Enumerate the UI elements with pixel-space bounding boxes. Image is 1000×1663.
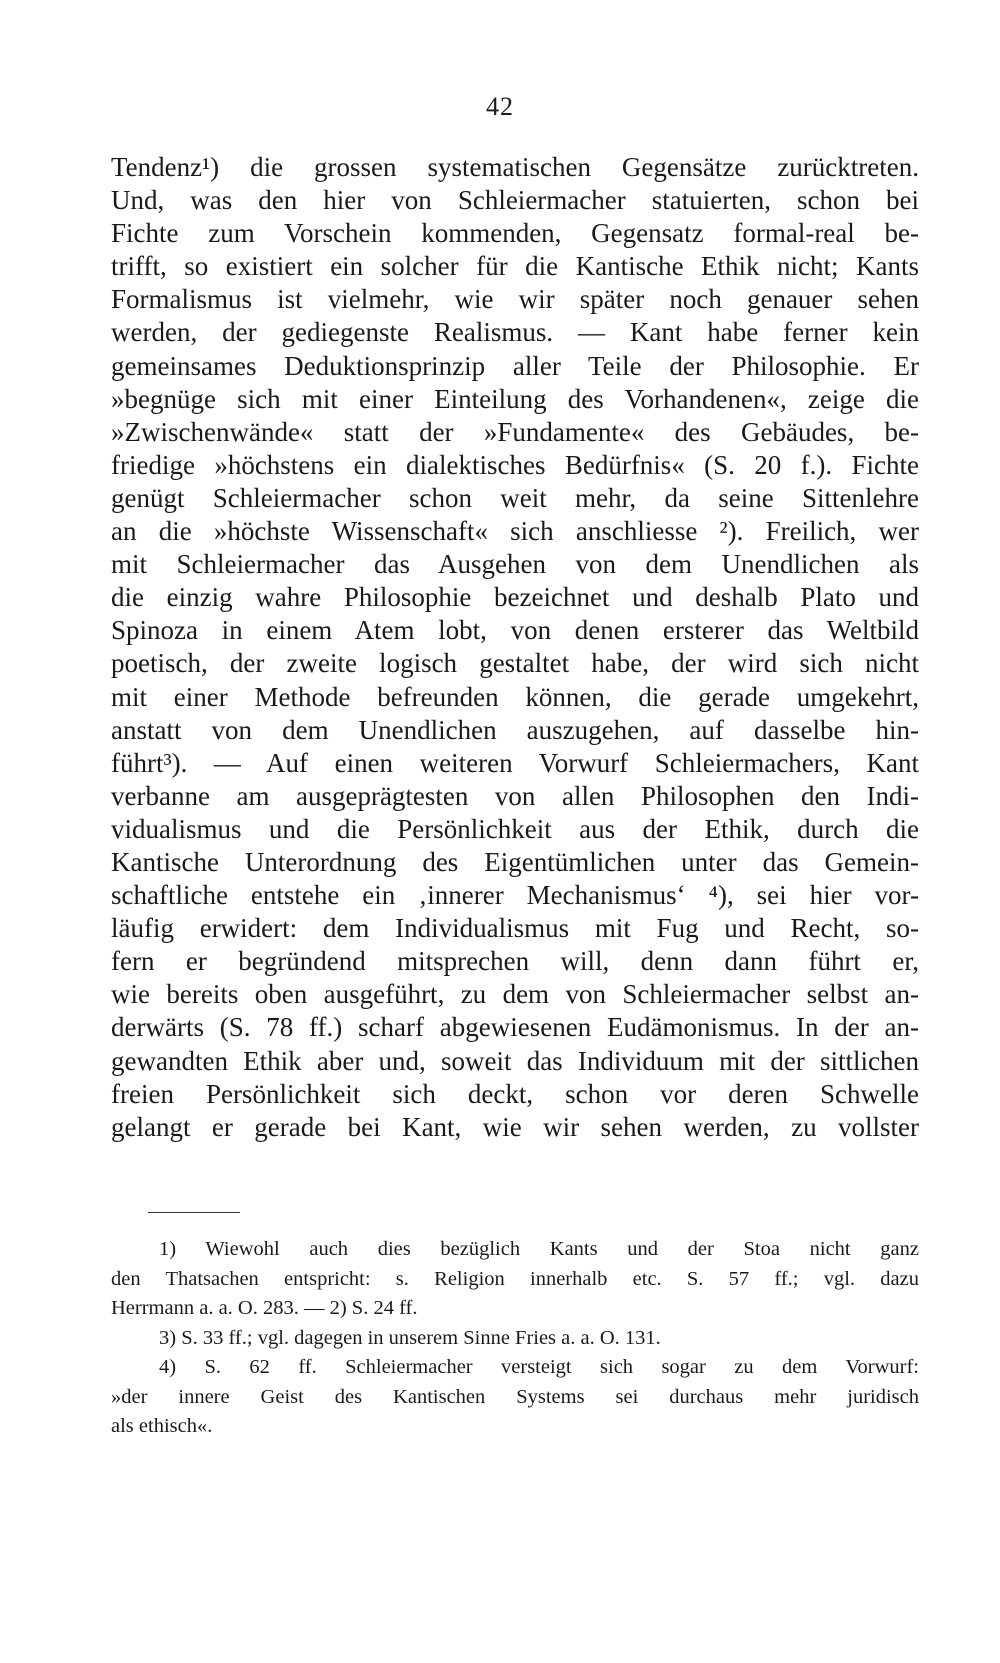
footnote-line: »der innere Geist des Kantischen Systems sei durchaus mehr juridisch: [111, 1385, 919, 1408]
body-line: fern er begründend mitsprechen will, denn dann führt er,: [111, 946, 919, 977]
body-line: anstatt von dem Unendlichen auszugehen, auf dasselbe hin-: [111, 714, 919, 745]
body-line: genügt Schleiermacher schon weit mehr, da seine Sittenlehre: [111, 482, 919, 513]
body-line: derwärts (S. 78 ff.) scharf abgewiesenen Eudämonismus. In der an-: [111, 1012, 919, 1043]
body-line: gewandten Ethik aber und, soweit das Individuum mit der sittlichen: [111, 1045, 919, 1076]
body-line: Spinoza in einem Atem lobt, von denen ersterer das Weltbild: [111, 615, 919, 646]
body-line: gemeinsames Deduktionsprinzip aller Teile der Philosophie. Er: [111, 350, 919, 381]
body-line: Formalismus ist vielmehr, wie wir später noch genauer sehen: [111, 284, 919, 315]
footnote-line: als ethisch«.: [111, 1415, 213, 1437]
body-line: werden, der gediegenste Realismus. — Kant habe ferner kein: [111, 317, 919, 348]
body-line: gelangt er gerade bei Kant, wie wir sehen werden, zu vollster: [111, 1111, 919, 1142]
body-line: führt³). — Auf einen weiteren Vorwurf Schleiermachers, Kant: [111, 747, 919, 778]
body-line: freien Persönlichkeit sich deckt, schon vor deren Schwelle: [111, 1078, 919, 1109]
body-line: »Zwischenwände« statt der »Fundamente« des Gebäudes, be-: [111, 416, 919, 447]
body-line: »begnüge sich mit einer Einteilung des Vorhandenen«, zeige die: [111, 383, 919, 414]
footnote-line: 4) S. 62 ff. Schleiermacher versteigt sich sogar zu dem Vorwurf:: [159, 1356, 919, 1378]
body-line: vidualismus und die Persönlichkeit aus der Ethik, durch die: [111, 813, 919, 844]
body-line: Fichte zum Vorschein kommenden, Gegensatz formal-real be-: [111, 218, 919, 249]
body-text: [111, 151, 919, 1144]
page-number: 42: [486, 92, 514, 121]
footnote-line: 1) Wiewohl auch dies bezüglich Kants und der Stoa nicht ganz: [159, 1238, 919, 1260]
body-line: mit einer Methode befreunden können, die gerade umgekehrt,: [111, 681, 919, 712]
body-line: Und, was den hier von Schleiermacher statuierten, schon bei: [111, 185, 919, 216]
body-line: an die »höchste Wissenschaft« sich anschliesse ²). Freilich, wer: [111, 516, 919, 547]
body-line: friedige »höchstens ein dialektisches Bedürfnis« (S. 20 f.). Fichte: [111, 449, 919, 480]
footnote-line: 3) S. 33 ff.; vgl. dagegen in unserem Sinne Fries a. a. O. 131.: [159, 1326, 661, 1349]
body-line: läufig erwidert: dem Individualismus mit Fug und Recht, so-: [111, 913, 919, 944]
body-line: Kantische Unterordnung des Eigentümlichen unter das Gemein-: [111, 846, 919, 877]
footnotes: [111, 1235, 919, 1442]
body-line: verbanne am ausgeprägtesten von allen Philosophen den Indi-: [111, 780, 919, 811]
footnote-divider: [148, 1212, 240, 1213]
body-line: schaftliche entstehe ein ‚innerer Mechanismus‘ ⁴), sei hier vor-: [111, 880, 919, 911]
body-line: Tendenz¹) die grossen systematischen Gegensätze zurücktreten.: [111, 152, 919, 182]
footnote-line: den Thatsachen entspricht: s. Religion innerhalb etc. S. 57 ff.; vgl. dazu: [111, 1267, 919, 1290]
body-line: poetisch, der zweite logisch gestaltet habe, der wird sich nicht: [111, 648, 919, 679]
body-line: wie bereits oben ausgeführt, zu dem von Schleiermacher selbst an-: [111, 979, 919, 1010]
footnote-line: Herrmann a. a. O. 283. — 2) S. 24 ff.: [111, 1297, 418, 1319]
body-line: mit Schleiermacher das Ausgehen von dem Unendlichen als: [111, 549, 919, 580]
body-line: trifft, so existiert ein solcher für die Kantische Ethik nicht; Kants: [111, 251, 919, 282]
body-line: die einzig wahre Philosophie bezeichnet und deshalb Plato und: [111, 582, 919, 613]
